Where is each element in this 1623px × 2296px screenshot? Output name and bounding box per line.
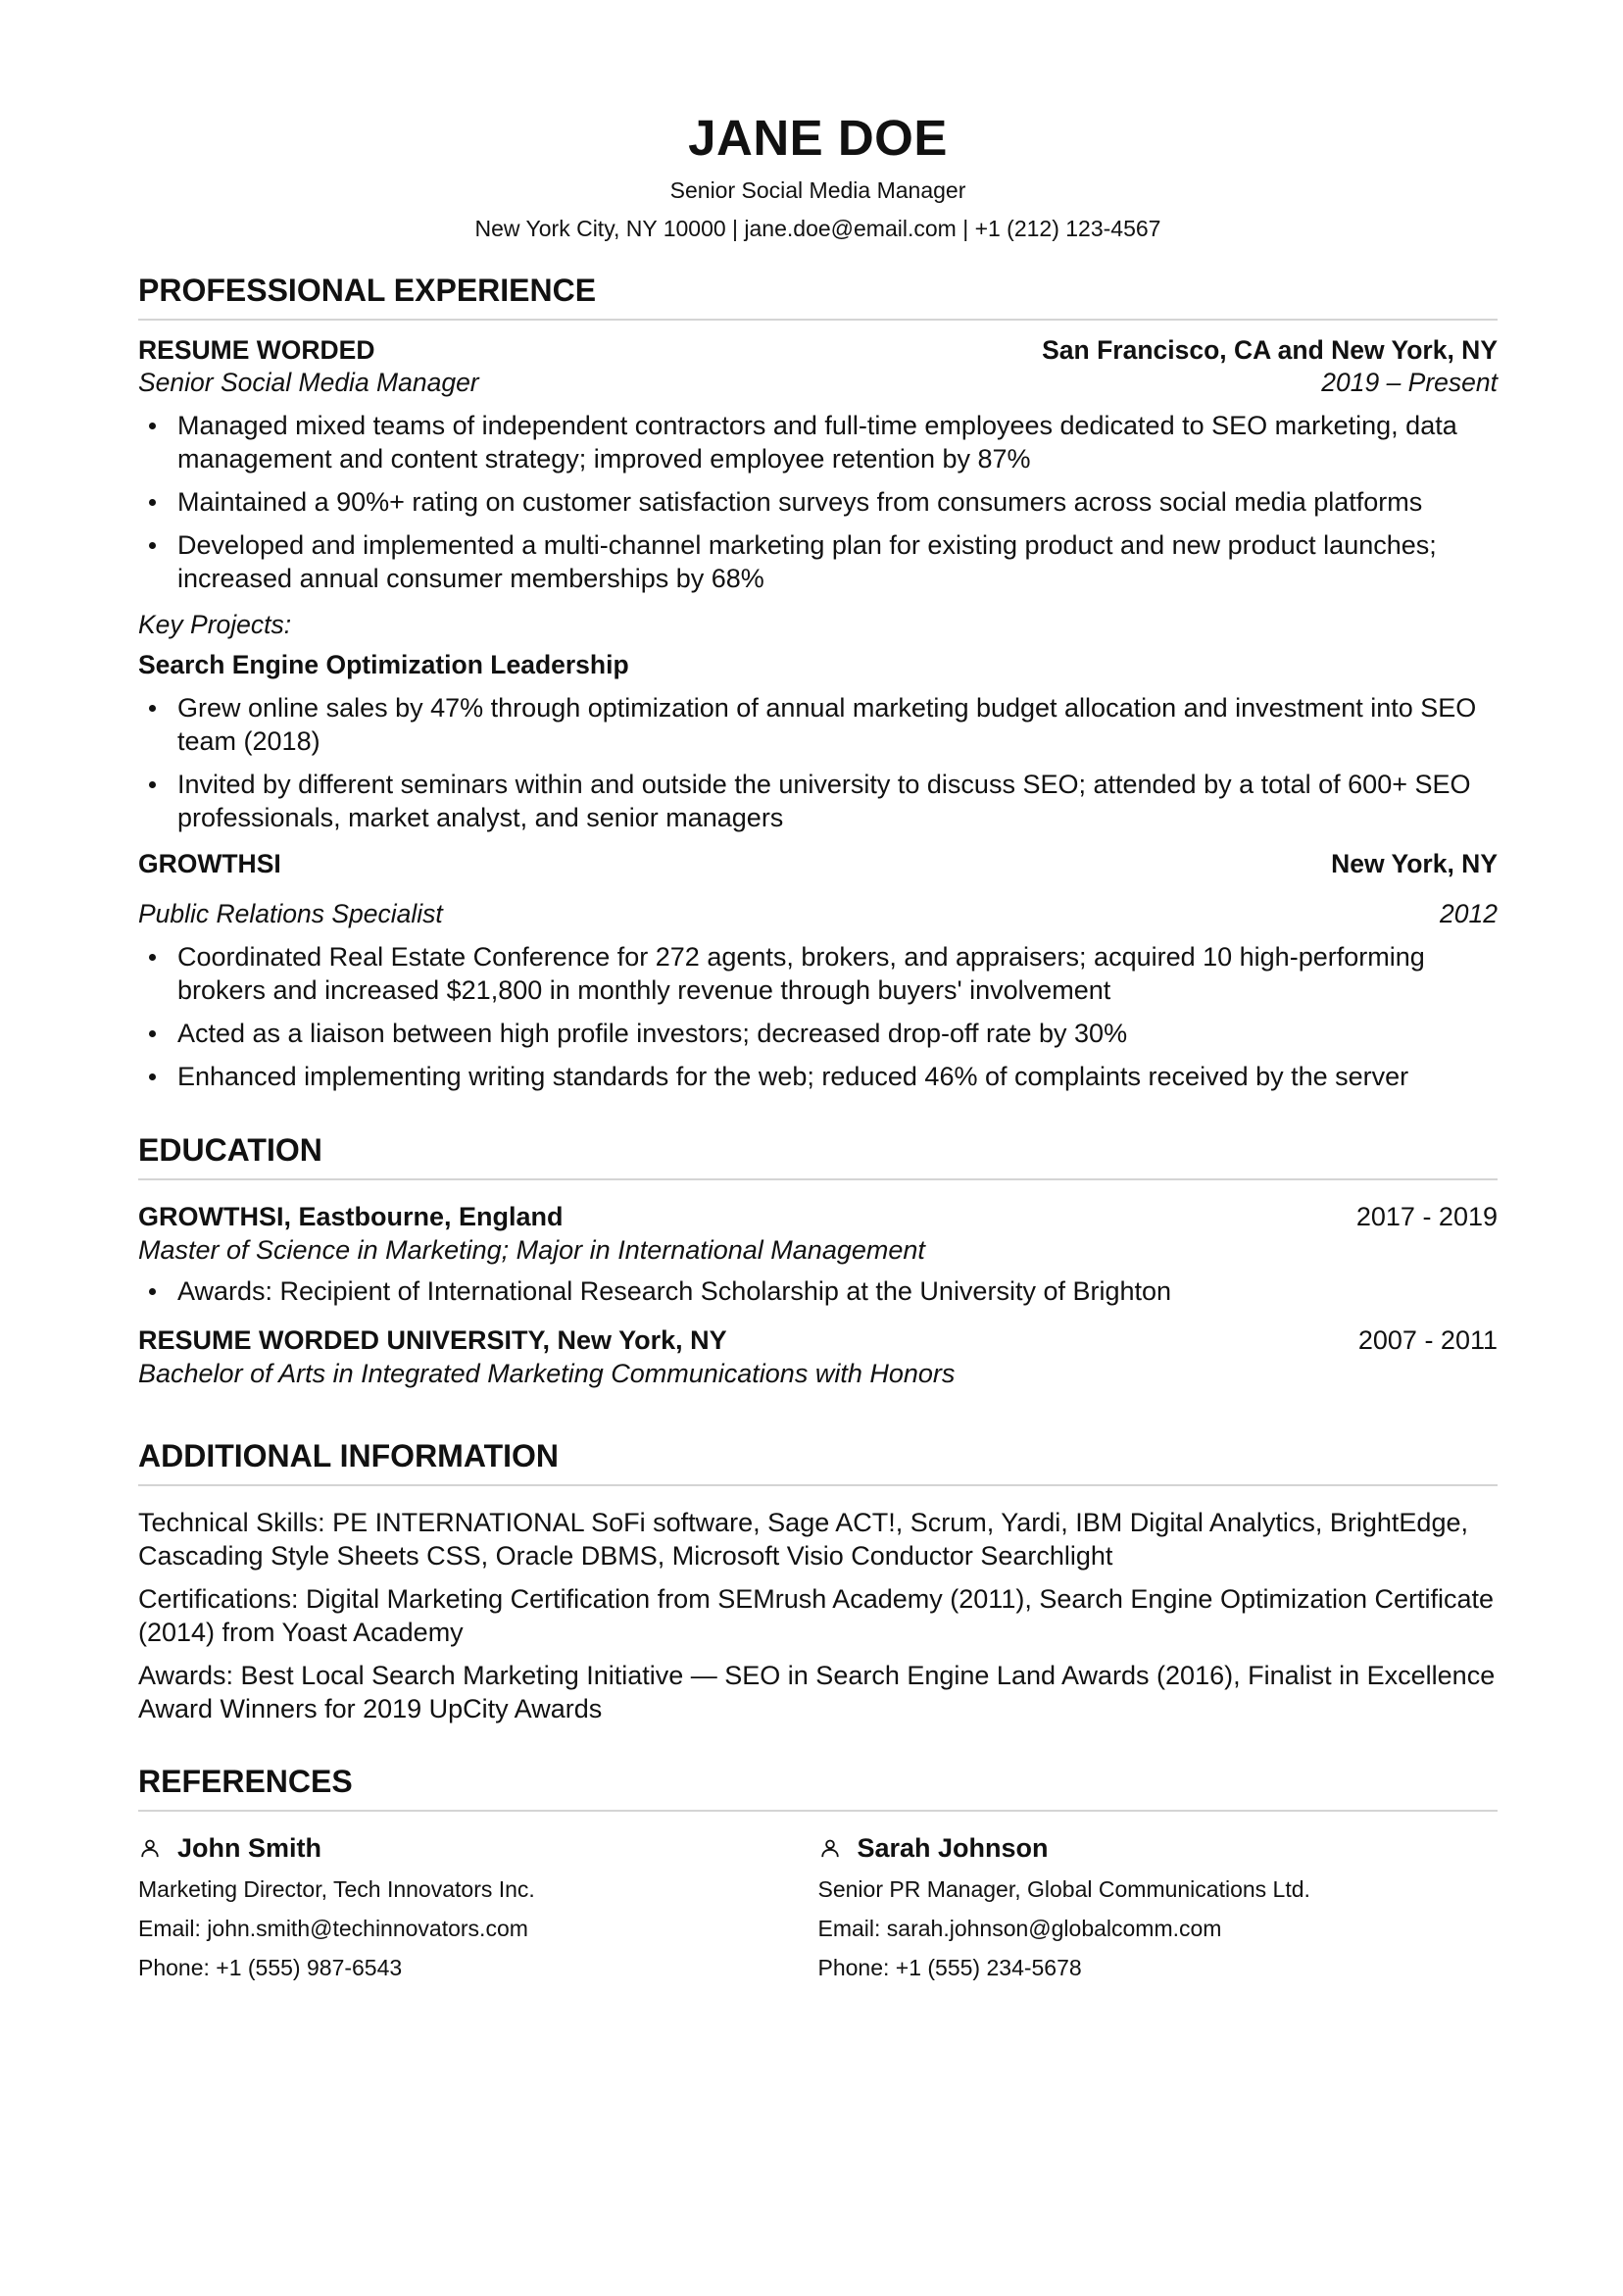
education-dates: 2007 - 2011 [1357,1325,1498,1355]
job-entry [138,848,1498,1093]
references-list [138,1831,1498,1992]
list-item: Coordinated Real Estate Conference for 272 agents, brokers, and appraisers; acquired 10 high-performing brokers and increased $21,800 in monthly revenue through buyers' involvement [138,940,1498,1007]
list-item: Acted as a liaison between high profile investors; decreased drop-off rate by 30% [138,1017,1498,1050]
reference-email: Email: john.smith@techinnovators.com [138,1916,528,1941]
education-bullets [138,1274,1498,1308]
list-item: Awards: Recipient of International Research Scholarship at the University of Brighton [138,1274,1498,1308]
job-location: San Francisco, CA and New York, NY [1042,335,1498,365]
reference-name: Sarah Johnson [857,1833,1049,1863]
education-entry [138,1200,1498,1308]
job-location: New York, NY [1331,849,1498,878]
reference-phone: Phone: +1 (555) 234-5678 [817,1955,1082,1980]
certifications: Certifications: Digital Marketing Certification from SEMrush Academy (2011), Search Engine Optimization Certificate (2014) from Yoast Academy [138,1584,1495,1647]
reference-email: Email: sarah.johnson@globalcomm.com [817,1916,1222,1941]
list-item: Managed mixed teams of independent contractors and full-time employees dedicated to SEO marketing, data management and content strategy; improved employee retention by 87% [138,409,1498,475]
job-bullets [138,940,1498,1093]
references-section [138,1762,1498,1992]
degree-name: Bachelor of Arts in Integrated Marketing Communications with Honors [138,1359,956,1388]
job-dates: 2019 – Present [1321,368,1498,397]
awards: Awards: Best Local Search Marketing Initiative — SEO in Search Engine Land Awards (2016), Finalist in Excellence Award Winners for 2019 UpCity Awards [138,1661,1496,1723]
candidate-name: JANE DOE [688,110,948,166]
experience-heading: PROFESSIONAL EXPERIENCE [138,271,1498,321]
contact-line: New York City, NY 10000 | jane.doe@email.com | +1 (212) 123-4567 [474,216,1161,241]
education-section [138,1130,1498,1390]
project-title: Search Engine Optimization Leadership [138,650,629,679]
person-icon [819,1837,841,1859]
resume-header [138,108,1498,244]
candidate-title: Senior Social Media Manager [669,177,966,203]
degree-name: Master of Science in Marketing; Major in International Management [138,1235,925,1265]
education-dates: 2017 - 2019 [1355,1202,1498,1231]
list-item: Invited by different seminars within and outside the university to discuss SEO; attended by a total of 600+ SEO professionals, market analyst, and senior managers [138,768,1498,834]
job-bullets [138,409,1498,595]
list-item: Enhanced implementing writing standards for the web; reduced 46% of complaints received by the server [138,1060,1498,1093]
education-entry [138,1323,1498,1390]
reference-title: Marketing Director, Tech Innovators Inc. [138,1876,535,1902]
list-item: Maintained a 90%+ rating on customer satisfaction surveys from consumers across social media platforms [138,485,1498,519]
reference-title: Senior PR Manager, Global Communications Ltd. [817,1876,1310,1902]
school-name: GROWTHSI, Eastbourne, England [138,1202,564,1231]
job-role: Public Relations Specialist [138,899,443,928]
additional-section [138,1436,1498,1725]
job-company: RESUME WORDED [138,335,375,365]
job-role: Senior Social Media Manager [138,368,479,397]
references-heading: REFERENCES [138,1762,1498,1812]
reference-card [818,1831,1499,1992]
technical-skills: Technical Skills: PE INTERNATIONAL SoFi software, Sage ACT!, Scrum, Yardi, IBM Digital Analytics, BrightEdge, Cascading Style Sheets CSS, Oracle DBMS, Microsoft Visio Conductor Searchlight [138,1508,1468,1571]
reference-name: John Smith [177,1833,321,1863]
list-item: Grew online sales by 47% through optimization of annual marketing budget allocation and investment into SEO team (2018) [138,691,1498,758]
job-company: GROWTHSI [138,849,281,878]
job-entry [138,334,1498,834]
education-heading: EDUCATION [138,1130,1498,1180]
reference-card [138,1831,818,1992]
person-icon [139,1837,161,1859]
project-bullets [138,691,1498,834]
job-dates: 2012 [1440,899,1498,928]
school-name: RESUME WORDED UNIVERSITY, New York, NY [138,1325,727,1355]
additional-heading: ADDITIONAL INFORMATION [138,1436,1498,1486]
key-projects-label: Key Projects: [138,610,292,639]
experience-section [138,271,1498,1093]
reference-phone: Phone: +1 (555) 987-6543 [138,1955,403,1980]
list-item: Developed and implemented a multi-channel marketing plan for existing product and new product launches; increased annual consumer memberships by 68% [138,528,1498,595]
